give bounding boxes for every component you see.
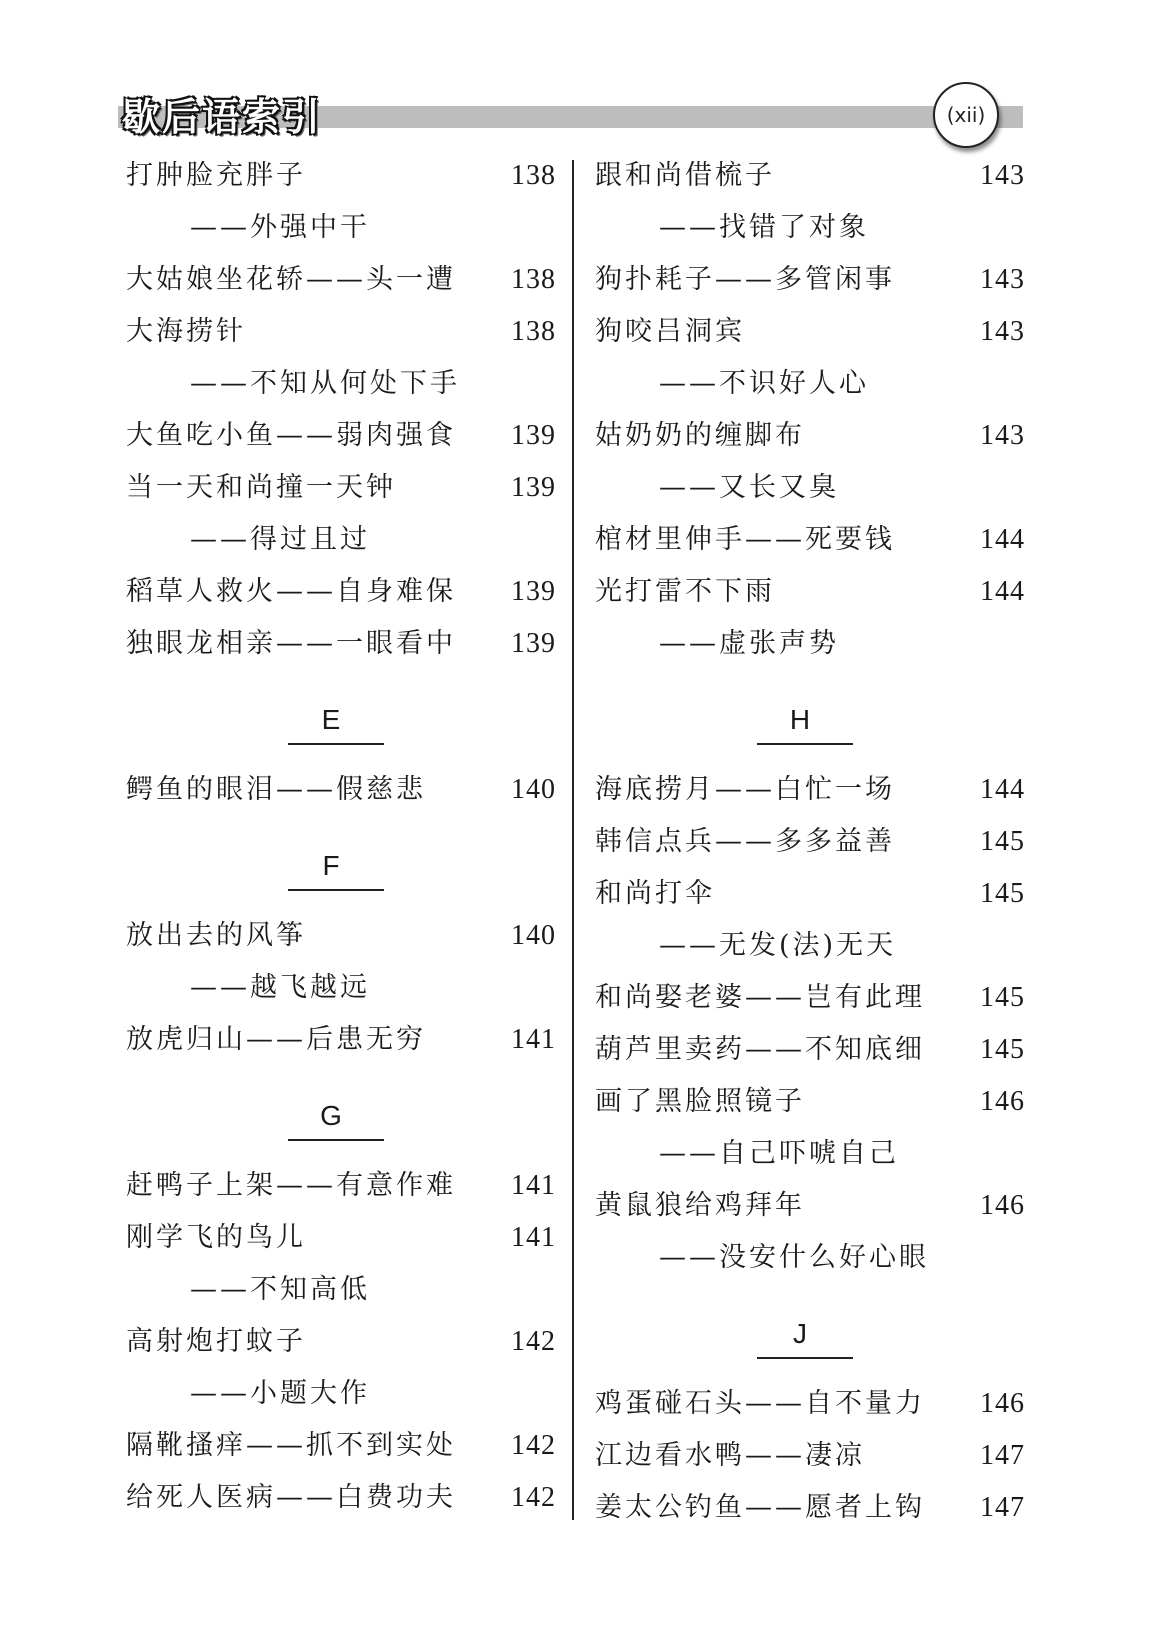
- index-entry: [126, 462, 556, 514]
- entry-text: ——得过且过: [190, 524, 370, 555]
- entry-text: 独眼龙相亲——一眼看中: [126, 628, 456, 659]
- entry-page-number: 144: [980, 524, 1025, 555]
- entry-text: 画了黑脸照镜子: [595, 1086, 805, 1117]
- entry-page-number: 141: [511, 1024, 556, 1055]
- entry-text: 隔靴搔痒——抓不到实处: [126, 1430, 456, 1461]
- index-entry-continuation: [595, 920, 1025, 972]
- entry-text: 棺材里伸手——死要钱: [595, 524, 895, 555]
- entry-text: 刚学飞的鸟儿: [126, 1222, 306, 1253]
- entry-page-number: 141: [511, 1170, 556, 1201]
- entry-text: 放虎归山——后患无穷: [126, 1024, 426, 1055]
- entry-page-number: 141: [511, 1222, 556, 1253]
- entry-text: 大鱼吃小鱼——弱肉强食: [126, 420, 456, 451]
- index-entry-continuation: [126, 1368, 556, 1420]
- entry-text: 大海捞针: [126, 316, 246, 347]
- section-letter: G: [320, 1100, 342, 1131]
- section-letter: J: [793, 1318, 807, 1349]
- index-entry: [595, 306, 1025, 358]
- section-letter: E: [321, 704, 341, 735]
- index-entry: [595, 1024, 1025, 1076]
- entry-page-number: 139: [511, 628, 556, 659]
- entry-page-number: 142: [511, 1326, 556, 1357]
- section-letter: F: [322, 850, 340, 881]
- entry-text: ——外强中干: [190, 212, 370, 243]
- letter-section-heading: [595, 670, 1025, 764]
- entry-page-number: 145: [980, 826, 1025, 857]
- index-entry: [126, 910, 556, 962]
- entry-text: ——不知高低: [190, 1274, 370, 1305]
- index-entry: [595, 972, 1025, 1024]
- entry-page-number: 147: [980, 1440, 1025, 1471]
- entry-text: 黄鼠狼给鸡拜年: [595, 1190, 805, 1221]
- entry-text: ——小题大作: [190, 1378, 370, 1409]
- entry-text: ——不知从何处下手: [190, 368, 460, 399]
- entry-text: 海底捞月——白忙一场: [595, 774, 895, 805]
- entry-text: 和尚打伞: [595, 878, 715, 909]
- entry-page-number: 144: [980, 576, 1025, 607]
- entry-text: 高射炮打蚊子: [126, 1326, 306, 1357]
- letter-section-heading: [126, 670, 556, 764]
- entry-page-number: 145: [980, 982, 1025, 1013]
- index-entry: [126, 618, 556, 670]
- index-entry: [595, 566, 1025, 618]
- entry-text: ——无发(法)无天: [659, 930, 897, 961]
- index-entry: [126, 306, 556, 358]
- entry-page-number: 145: [980, 1034, 1025, 1065]
- entry-page-number: 143: [980, 264, 1025, 295]
- index-entry: [126, 254, 556, 306]
- index-entry: [126, 764, 556, 816]
- entry-text: 姜太公钓鱼——愿者上钩: [595, 1492, 925, 1523]
- section-underline: [757, 743, 853, 745]
- entry-text: ——自己吓唬自己: [659, 1138, 899, 1169]
- section-underline: [288, 889, 384, 891]
- entry-page-number: 143: [980, 420, 1025, 451]
- letter-section-heading: [126, 1066, 556, 1160]
- entry-page-number: 146: [980, 1190, 1025, 1221]
- entry-text: 光打雷不下雨: [595, 576, 775, 607]
- entry-text: 江边看水鸭——凄凉: [595, 1440, 865, 1471]
- index-entry: [126, 410, 556, 462]
- entry-text: 葫芦里卖药——不知底细: [595, 1034, 925, 1065]
- index-entry-continuation: [126, 202, 556, 254]
- index-entry-continuation: [126, 962, 556, 1014]
- index-entry: [595, 1482, 1025, 1534]
- entry-text: 稻草人救火——自身难保: [126, 576, 456, 607]
- section-underline: [288, 743, 384, 745]
- entry-page-number: 142: [511, 1482, 556, 1513]
- index-entry: [595, 410, 1025, 462]
- entry-text: ——找错了对象: [659, 212, 869, 243]
- section-underline: [288, 1139, 384, 1141]
- entry-text: 狗扑耗子——多管闲事: [595, 264, 895, 295]
- letter-section-heading: [126, 816, 556, 910]
- entry-page-number: 138: [511, 264, 556, 295]
- entry-page-number: 144: [980, 774, 1025, 805]
- index-entry: [126, 1160, 556, 1212]
- index-entry-continuation: [595, 1128, 1025, 1180]
- entry-page-number: 139: [511, 472, 556, 503]
- entry-page-number: 140: [511, 774, 556, 805]
- entry-text: 大姑娘坐花轿——头一遭: [126, 264, 456, 295]
- entry-page-number: 147: [980, 1492, 1025, 1523]
- right-column: [595, 150, 1025, 1534]
- entry-page-number: 143: [980, 160, 1025, 191]
- column-divider: [572, 160, 574, 1520]
- entry-text: ——不识好人心: [659, 368, 869, 399]
- entry-text: ——虚张声势: [659, 628, 839, 659]
- entry-text: ——又长又臭: [659, 472, 839, 503]
- entry-page-number: 146: [980, 1388, 1025, 1419]
- entry-page-number: 140: [511, 920, 556, 951]
- index-entry: [126, 1212, 556, 1264]
- entry-text: 和尚娶老婆——岂有此理: [595, 982, 925, 1013]
- index-entry: [595, 254, 1025, 306]
- index-entry: [126, 1316, 556, 1368]
- index-entry: [595, 816, 1025, 868]
- index-entry-continuation: [595, 358, 1025, 410]
- entry-text: 鸡蛋碰石头——自不量力: [595, 1388, 925, 1419]
- entry-text: 打肿脸充胖子: [126, 160, 306, 191]
- entry-text: 姑奶奶的缠脚布: [595, 420, 805, 451]
- section-underline: [757, 1357, 853, 1359]
- index-entry: [595, 1430, 1025, 1482]
- index-header: [118, 84, 1023, 146]
- index-entry-continuation: [595, 1232, 1025, 1284]
- entry-text: ——没安什么好心眼: [659, 1242, 929, 1273]
- entry-page-number: 139: [511, 576, 556, 607]
- entry-page-number: 138: [511, 160, 556, 191]
- index-entry: [126, 150, 556, 202]
- index-entry-continuation: [595, 618, 1025, 670]
- entry-page-number: 146: [980, 1086, 1025, 1117]
- index-entry-continuation: [595, 202, 1025, 254]
- index-entry-continuation: [126, 358, 556, 410]
- entry-text: 狗咬吕洞宾: [595, 316, 745, 347]
- entry-text: 鳄鱼的眼泪——假慈悲: [126, 774, 426, 805]
- entry-text: ——越飞越远: [190, 972, 370, 1003]
- left-column: [126, 150, 556, 1524]
- index-entry: [126, 1420, 556, 1472]
- entry-text: 给死人医病——白费功夫: [126, 1482, 456, 1513]
- index-entry: [595, 514, 1025, 566]
- index-entry-continuation: [595, 462, 1025, 514]
- entry-text: 当一天和尚撞一天钟: [126, 472, 396, 503]
- section-letter: H: [789, 704, 811, 735]
- page-number-badge: (xii): [933, 82, 999, 148]
- entry-text: 放出去的风筝: [126, 920, 306, 951]
- index-entry: [126, 1472, 556, 1524]
- entry-page-number: 145: [980, 878, 1025, 909]
- entry-text: 赶鸭子上架——有意作难: [126, 1170, 456, 1201]
- entry-page-number: 143: [980, 316, 1025, 347]
- entry-page-number: 138: [511, 316, 556, 347]
- entry-page-number: 139: [511, 420, 556, 451]
- index-entry: [595, 1076, 1025, 1128]
- index-entry: [595, 764, 1025, 816]
- letter-section-heading: [595, 1284, 1025, 1378]
- entry-text: 跟和尚借梳子: [595, 160, 775, 191]
- index-entry: [595, 150, 1025, 202]
- index-entry: [126, 566, 556, 618]
- index-entry-continuation: [126, 514, 556, 566]
- entry-text: 韩信点兵——多多益善: [595, 826, 895, 857]
- index-entry: [595, 1180, 1025, 1232]
- index-entry-continuation: [126, 1264, 556, 1316]
- page-title: 歇后语索引: [122, 95, 323, 139]
- index-entry: [595, 1378, 1025, 1430]
- entry-page-number: 142: [511, 1430, 556, 1461]
- index-entry: [126, 1014, 556, 1066]
- index-entry: [595, 868, 1025, 920]
